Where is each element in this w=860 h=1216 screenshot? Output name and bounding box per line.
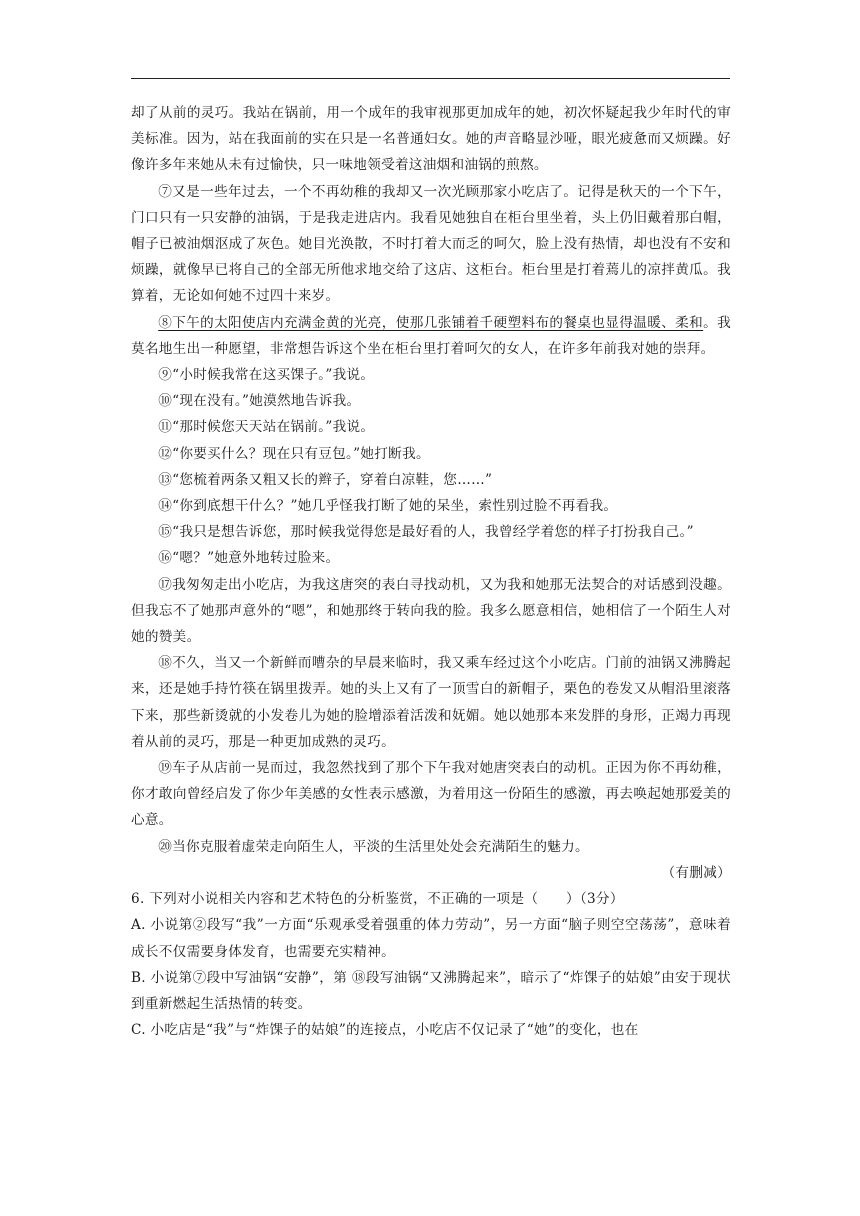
paragraph-14: ⑭“你到底想干什么？”她几乎怪我打断了她的呆坐，索性别过脸不再看我。 [158,498,618,515]
paragraph-11: ⑪“那时候您天天站在锅前。”我说。 [158,419,375,436]
paragraph-17: ⑰我匆匆走出小吃店，为我这唐突的表白寻找动机，又为我和她那无法契合的对话感到没趣。但我忘不了她那声意外的“嗯”，和她那终于转向我的脸。我多么愿意相信，她相信了一个陌生人对她的赞美。 [131,576,731,646]
paragraph-10: ⑩“现在没有。”她漠然地告诉我。 [158,393,361,410]
paragraph-8 [131,310,731,362]
paragraph-12: ⑫“你要买什么？现在只有豆包。”她打断我。 [158,445,430,462]
document-body [131,100,731,1043]
paragraph-8-rest: 。我莫名地生出一种愿望，非常想告诉这个坐在柜台里打着呵欠的女人，在许多年前我对她的崇拜。 [131,314,731,357]
option-b: B. 小说第⑦段中写油锅“安静”，第 ⑱段写油锅“又沸腾起来”，暗示了“炸馃子的姑娘”由安于现状到重新燃起生活热情的转变。 [131,969,731,1012]
header-rule [131,78,730,79]
paragraph-13: ⑬“您梳着两条又粗又长的辫子，穿着白凉鞋，您……” [158,471,493,488]
paragraph-9: ⑨“小时候我常在这买馃子。”我说。 [158,367,375,384]
question-stem: 6. 下列对小说相关内容和艺术特色的分析鉴赏，不正确的一项是（ ）（3分） [131,891,624,908]
paragraph-20: ⑳当你克服着虚荣走向陌生人，平淡的生活里处处会充满陌生的魅力。 [158,838,589,855]
paragraph-18: ⑱不久，当又一个新鲜而嘈杂的早晨来临时，我又乘车经过这个小吃店。门前的油锅又沸腾起来，还是她手持竹筷在锅里拨弄。她的头上又有了一顶雪白的新帽子，栗色的卷发又从帽沿里滚落下来，那些新烫就的小发卷儿为她的脸增添着活泼和妩媚。她以她那本来发胖的身形，正竭力再现着从前的灵巧，那是一种更加成熟的灵巧。 [131,655,731,750]
paragraph-16: ⑯“嗯？”她意外地转过脸来。 [158,550,340,567]
paragraph-8-underlined: ⑧下午的太阳使店内充满金黄的光亮，使那几张铺着千硬塑料布的餐桌也显得温暖、柔和 [158,314,704,331]
paragraph-15: ⑮“我只是想告诉您，那时候我觉得您是最好看的人，我曾经学着您的样子打扮我自己。” [158,524,694,541]
option-c: C. 小吃店是“我”与“炸馃子的姑娘”的连接点，小吃店不仅记录了“她”的变化，也在 [131,1022,639,1039]
paragraph-19: ⑲车子从店前一晃而过，我忽然找到了那个下午我对她唐突表白的动机。正因为你不再幼稚，你才敢向曾经启发了你少年美感的女性表示感激，为着用这一份陌生的感激，再去唤起她那爱美的心意。 [131,760,731,829]
option-a: A. 小说第②段写“我”一方面“乐观承受着强重的体力劳动”，另一方面“脑子则空空荡荡”，意味着成长不仅需要身体发育，也需要充实精神。 [131,917,731,960]
paragraph-continued: 却了从前的灵巧。我站在锅前，用一个成年的我审视那更加成年的她，初次怀疑起我少年时代的审美标准。因为，站在我面前的实在只是一名普通妇女。她的声音略显沙哑，眼光疲惫而又烦躁。好像许多年来她从未有过愉快，只一味地领受着这油烟和油锅的煎熬。 [131,105,731,174]
source-note: （有删减） [661,864,731,881]
paragraph-7: ⑦又是一些年过去，一个不再幼稚的我却又一次光顾那家小吃店了。记得是秋天的一个下午，门口只有一只安静的油锅，于是我走进店内。我看见她独自在柜台里坐着，头上仍旧戴着那白帽，帽子已被油烟沤成了灰色。她目光涣散，不时打着大而乏的呵欠，脸上没有热情，却也没有不安和烦躁，就像早已将自己的全部无所他求地交给了这店、这柜台。柜台里是打着蔫儿的凉拌黄瓜。我算着，无论如何她不过四十来岁。 [131,183,731,305]
